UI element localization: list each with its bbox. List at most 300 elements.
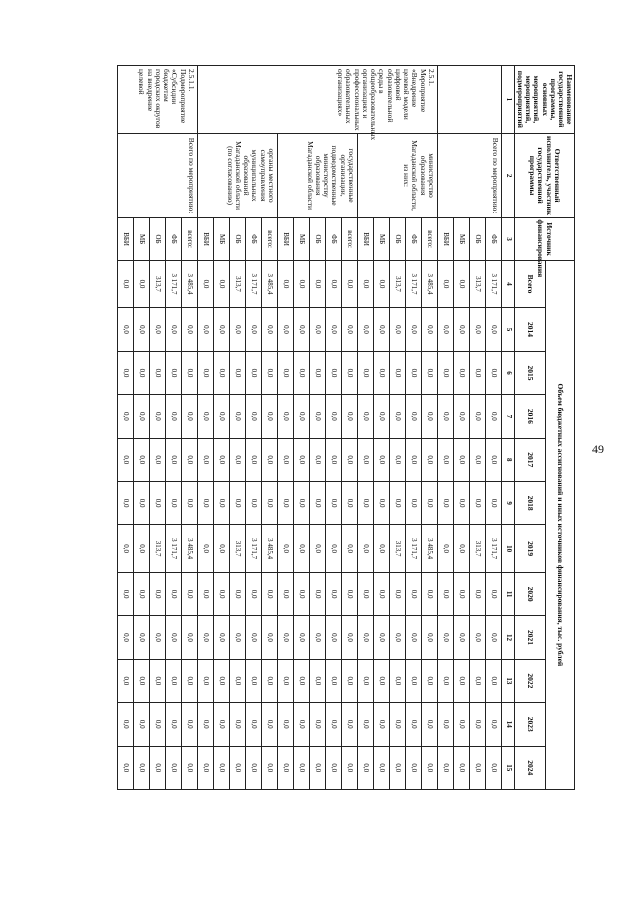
funding-source: ОБ — [150, 218, 166, 260]
responsible-executor: Всего по мероприятию: — [438, 133, 502, 218]
funding-source: ФБ — [246, 218, 262, 260]
amount-cell: 0,0 — [278, 572, 294, 615]
amount-cell: 0,0 — [390, 616, 406, 659]
funding-table — [117, 65, 575, 790]
amount-cell: 0,0 — [422, 308, 438, 351]
amount-cell: 0,0 — [310, 308, 326, 351]
amount-cell: 0,0 — [150, 659, 166, 702]
amount-cell: 0,0 — [470, 351, 486, 394]
amount-cell: 0,0 — [422, 395, 438, 438]
amount-cell: 0,0 — [358, 616, 374, 659]
header-year: 2015 — [515, 351, 546, 394]
amount-cell: 0,0 — [198, 572, 214, 615]
amount-cell: 0,0 — [294, 438, 310, 481]
amount-cell: 0,0 — [438, 351, 454, 394]
amount-cell: 0,0 — [182, 703, 198, 746]
table-row — [262, 66, 278, 790]
amount-cell: 0,0 — [422, 616, 438, 659]
activity-name: 2.5.1.1. Подмероприятие «Субсидии бюджетам городских округов на внедрение целевой — [118, 66, 198, 134]
amount-cell: 0,0 — [294, 481, 310, 524]
amount-cell: 0,0 — [230, 438, 246, 481]
table-row — [486, 66, 502, 790]
amount-cell: 3 171,7 — [246, 525, 262, 573]
amount-cell: 0,0 — [406, 659, 422, 702]
amount-cell: 0,0 — [342, 395, 358, 438]
amount-cell: 0,0 — [470, 616, 486, 659]
amount-cell: 0,0 — [198, 438, 214, 481]
column-number: 1 — [502, 66, 515, 134]
amount-cell: 0,0 — [134, 703, 150, 746]
funding-source: МБ — [134, 218, 150, 260]
amount-cell: 0,0 — [310, 481, 326, 524]
header-year: 2019 — [515, 525, 546, 573]
amount-cell: 0,0 — [486, 308, 502, 351]
amount-cell: 0,0 — [246, 659, 262, 702]
amount-cell: 0,0 — [278, 308, 294, 351]
amount-cell: 0,0 — [262, 572, 278, 615]
amount-cell: 0,0 — [134, 260, 150, 308]
amount-cell: 3 171,7 — [246, 260, 262, 308]
amount-cell: 0,0 — [294, 703, 310, 746]
amount-cell: 0,0 — [134, 351, 150, 394]
amount-cell: 0,0 — [454, 308, 470, 351]
amount-cell: 0,0 — [118, 659, 134, 702]
funding-source: ФБ — [406, 218, 422, 260]
amount-cell: 0,0 — [198, 703, 214, 746]
column-number: 13 — [502, 659, 515, 702]
amount-cell: 0,0 — [278, 616, 294, 659]
amount-cell: 3 485,4 — [262, 525, 278, 573]
column-number: 2 — [502, 133, 515, 218]
amount-cell: 0,0 — [118, 481, 134, 524]
amount-cell: 0,0 — [390, 703, 406, 746]
amount-cell: 0,0 — [486, 659, 502, 702]
header-year: 2022 — [515, 659, 546, 702]
amount-cell: 0,0 — [150, 746, 166, 790]
amount-cell: 0,0 — [230, 308, 246, 351]
table-row — [342, 66, 358, 790]
amount-cell: 0,0 — [358, 351, 374, 394]
amount-cell: 0,0 — [422, 438, 438, 481]
amount-cell: 0,0 — [278, 351, 294, 394]
table-row — [422, 66, 438, 790]
amount-cell: 0,0 — [198, 746, 214, 790]
amount-cell: 0,0 — [358, 746, 374, 790]
amount-cell: 0,0 — [406, 308, 422, 351]
header-total: Всего — [515, 260, 546, 308]
amount-cell: 0,0 — [278, 659, 294, 702]
funding-source: ОБ — [230, 218, 246, 260]
amount-cell: 0,0 — [358, 481, 374, 524]
amount-cell: 0,0 — [134, 308, 150, 351]
amount-cell: 0,0 — [230, 481, 246, 524]
amount-cell: 0,0 — [326, 746, 342, 790]
header-year: 2021 — [515, 616, 546, 659]
amount-cell: 0,0 — [118, 260, 134, 308]
amount-cell: 0,0 — [326, 572, 342, 615]
amount-cell: 0,0 — [486, 616, 502, 659]
amount-cell: 0,0 — [214, 438, 230, 481]
amount-cell: 0,0 — [438, 572, 454, 615]
amount-cell: 3 485,4 — [422, 260, 438, 308]
amount-cell: 3 171,7 — [486, 260, 502, 308]
amount-cell: 0,0 — [278, 260, 294, 308]
amount-cell: 0,0 — [182, 659, 198, 702]
amount-cell: 0,0 — [246, 438, 262, 481]
funding-source: ОБ — [470, 218, 486, 260]
amount-cell: 0,0 — [326, 616, 342, 659]
amount-cell: 0,0 — [374, 616, 390, 659]
amount-cell: 0,0 — [118, 703, 134, 746]
header-year: 2024 — [515, 746, 546, 790]
amount-cell: 0,0 — [406, 438, 422, 481]
amount-cell: 0,0 — [326, 438, 342, 481]
amount-cell: 313,7 — [230, 260, 246, 308]
amount-cell: 0,0 — [438, 438, 454, 481]
amount-cell: 0,0 — [358, 659, 374, 702]
amount-cell: 0,0 — [406, 481, 422, 524]
amount-cell: 0,0 — [182, 308, 198, 351]
funding-source: ФБ — [486, 218, 502, 260]
amount-cell: 0,0 — [470, 703, 486, 746]
amount-cell: 0,0 — [438, 616, 454, 659]
amount-cell: 0,0 — [198, 395, 214, 438]
table-row — [182, 66, 198, 790]
amount-cell: 0,0 — [294, 308, 310, 351]
amount-cell: 0,0 — [326, 260, 342, 308]
funding-source: ФБ — [326, 218, 342, 260]
amount-cell: 0,0 — [230, 659, 246, 702]
amount-cell: 0,0 — [166, 572, 182, 615]
amount-cell: 0,0 — [390, 572, 406, 615]
amount-cell: 0,0 — [278, 746, 294, 790]
amount-cell: 0,0 — [262, 746, 278, 790]
column-number: 3 — [502, 218, 515, 260]
amount-cell: 0,0 — [342, 308, 358, 351]
column-number: 11 — [502, 572, 515, 615]
amount-cell: 0,0 — [166, 659, 182, 702]
funding-source: всего: — [182, 218, 198, 260]
amount-cell: 0,0 — [246, 308, 262, 351]
funding-source: МБ — [214, 218, 230, 260]
amount-cell: 0,0 — [166, 481, 182, 524]
column-number: 9 — [502, 481, 515, 524]
amount-cell: 0,0 — [326, 351, 342, 394]
amount-cell: 0,0 — [342, 438, 358, 481]
amount-cell: 313,7 — [390, 525, 406, 573]
amount-cell: 0,0 — [406, 746, 422, 790]
amount-cell: 0,0 — [438, 659, 454, 702]
amount-cell: 0,0 — [422, 481, 438, 524]
amount-cell: 0,0 — [310, 703, 326, 746]
amount-cell: 0,0 — [374, 481, 390, 524]
amount-cell: 0,0 — [342, 746, 358, 790]
header-name: Наименование государственной программы, основных мероприятий, мероприятий, подмероприятий — [515, 66, 575, 134]
amount-cell: 0,0 — [262, 438, 278, 481]
amount-cell: 0,0 — [150, 481, 166, 524]
amount-cell: 0,0 — [374, 525, 390, 573]
funding-source: всего: — [342, 218, 358, 260]
amount-cell: 313,7 — [470, 260, 486, 308]
amount-cell: 0,0 — [294, 659, 310, 702]
amount-cell: 0,0 — [198, 308, 214, 351]
amount-cell: 0,0 — [118, 572, 134, 615]
amount-cell: 0,0 — [198, 659, 214, 702]
amount-cell: 0,0 — [374, 351, 390, 394]
amount-cell: 0,0 — [118, 395, 134, 438]
amount-cell: 0,0 — [342, 481, 358, 524]
amount-cell: 0,0 — [326, 481, 342, 524]
amount-cell: 0,0 — [310, 438, 326, 481]
amount-cell: 0,0 — [166, 395, 182, 438]
responsible-executor: государственные организации, подведомственные министерству образования Магаданской области — [278, 133, 358, 218]
amount-cell: 0,0 — [374, 703, 390, 746]
amount-cell: 0,0 — [214, 746, 230, 790]
amount-cell: 0,0 — [310, 659, 326, 702]
amount-cell: 0,0 — [374, 395, 390, 438]
amount-cell: 0,0 — [326, 659, 342, 702]
amount-cell: 0,0 — [358, 703, 374, 746]
amount-cell: 0,0 — [246, 703, 262, 746]
column-number: 4 — [502, 260, 515, 308]
amount-cell: 0,0 — [278, 438, 294, 481]
responsible-executor: Всего по мероприятию: — [118, 133, 198, 218]
amount-cell: 0,0 — [454, 260, 470, 308]
amount-cell: 0,0 — [310, 260, 326, 308]
funding-source: ФБ — [166, 218, 182, 260]
amount-cell: 0,0 — [326, 525, 342, 573]
amount-cell: 0,0 — [294, 351, 310, 394]
amount-cell: 0,0 — [454, 351, 470, 394]
amount-cell: 0,0 — [246, 746, 262, 790]
amount-cell: 0,0 — [454, 572, 470, 615]
amount-cell: 0,0 — [150, 616, 166, 659]
amount-cell: 0,0 — [246, 395, 262, 438]
header-year: 2018 — [515, 481, 546, 524]
funding-source: ВБИ — [278, 218, 294, 260]
amount-cell: 0,0 — [214, 395, 230, 438]
amount-cell: 0,0 — [310, 351, 326, 394]
amount-cell: 0,0 — [278, 481, 294, 524]
amount-cell: 0,0 — [262, 703, 278, 746]
amount-cell: 0,0 — [262, 351, 278, 394]
amount-cell: 0,0 — [406, 703, 422, 746]
amount-cell: 0,0 — [390, 746, 406, 790]
amount-cell: 0,0 — [118, 308, 134, 351]
amount-cell: 0,0 — [486, 572, 502, 615]
amount-cell: 0,0 — [166, 703, 182, 746]
header-year: 2014 — [515, 308, 546, 351]
amount-cell: 0,0 — [422, 746, 438, 790]
amount-cell: 0,0 — [438, 395, 454, 438]
funding-source: МБ — [374, 218, 390, 260]
amount-cell: 0,0 — [310, 525, 326, 573]
amount-cell: 0,0 — [246, 572, 262, 615]
funding-source: ОБ — [310, 218, 326, 260]
amount-cell: 0,0 — [262, 659, 278, 702]
responsible-executor: министерство образования Магаданской области, из них: — [358, 133, 438, 218]
amount-cell: 0,0 — [470, 308, 486, 351]
amount-cell: 0,0 — [246, 351, 262, 394]
amount-cell: 0,0 — [118, 438, 134, 481]
amount-cell: 0,0 — [134, 525, 150, 573]
header-year: 2017 — [515, 438, 546, 481]
funding-source: всего: — [262, 218, 278, 260]
amount-cell: 0,0 — [358, 572, 374, 615]
amount-cell: 0,0 — [422, 659, 438, 702]
amount-cell: 0,0 — [230, 616, 246, 659]
amount-cell: 0,0 — [406, 395, 422, 438]
amount-cell: 0,0 — [262, 616, 278, 659]
amount-cell: 0,0 — [454, 616, 470, 659]
amount-cell: 0,0 — [294, 616, 310, 659]
amount-cell: 0,0 — [422, 351, 438, 394]
page-number: 49 — [592, 442, 604, 456]
column-number: 15 — [502, 746, 515, 790]
amount-cell: 0,0 — [166, 351, 182, 394]
amount-cell: 0,0 — [438, 308, 454, 351]
amount-cell: 0,0 — [230, 746, 246, 790]
amount-cell: 0,0 — [294, 746, 310, 790]
amount-cell: 0,0 — [358, 525, 374, 573]
amount-cell: 0,0 — [454, 438, 470, 481]
funding-source: ВБИ — [198, 218, 214, 260]
amount-cell: 0,0 — [294, 395, 310, 438]
amount-cell: 0,0 — [198, 525, 214, 573]
amount-cell: 0,0 — [198, 260, 214, 308]
amount-cell: 0,0 — [454, 525, 470, 573]
amount-cell: 0,0 — [214, 616, 230, 659]
funding-source: МБ — [294, 218, 310, 260]
amount-cell: 0,0 — [390, 308, 406, 351]
amount-cell: 3 171,7 — [406, 260, 422, 308]
amount-cell: 313,7 — [150, 525, 166, 573]
amount-cell: 0,0 — [390, 481, 406, 524]
amount-cell: 3 485,4 — [262, 260, 278, 308]
amount-cell: 0,0 — [182, 746, 198, 790]
amount-cell: 313,7 — [150, 260, 166, 308]
amount-cell: 0,0 — [166, 438, 182, 481]
amount-cell: 0,0 — [454, 395, 470, 438]
amount-cell: 0,0 — [342, 351, 358, 394]
amount-cell: 0,0 — [214, 260, 230, 308]
amount-cell: 0,0 — [198, 481, 214, 524]
amount-cell: 0,0 — [374, 308, 390, 351]
amount-cell: 0,0 — [118, 616, 134, 659]
amount-cell: 0,0 — [182, 616, 198, 659]
amount-cell: 0,0 — [182, 481, 198, 524]
amount-cell: 0,0 — [198, 616, 214, 659]
amount-cell: 0,0 — [294, 260, 310, 308]
amount-cell: 0,0 — [422, 572, 438, 615]
amount-cell: 0,0 — [166, 616, 182, 659]
amount-cell: 0,0 — [422, 703, 438, 746]
amount-cell: 0,0 — [118, 746, 134, 790]
header-year: 2020 — [515, 572, 546, 615]
amount-cell: 0,0 — [230, 703, 246, 746]
header-year: 2016 — [515, 395, 546, 438]
amount-cell: 0,0 — [182, 438, 198, 481]
amount-cell: 0,0 — [262, 308, 278, 351]
amount-cell: 0,0 — [470, 572, 486, 615]
amount-cell: 0,0 — [246, 616, 262, 659]
header-year: 2023 — [515, 703, 546, 746]
amount-cell: 0,0 — [454, 703, 470, 746]
amount-cell: 3 171,7 — [406, 525, 422, 573]
amount-cell: 313,7 — [230, 525, 246, 573]
amount-cell: 0,0 — [390, 438, 406, 481]
amount-cell: 0,0 — [134, 659, 150, 702]
amount-cell: 3 171,7 — [166, 525, 182, 573]
amount-cell: 0,0 — [358, 438, 374, 481]
amount-cell: 0,0 — [358, 395, 374, 438]
amount-cell: 0,0 — [486, 351, 502, 394]
amount-cell: 0,0 — [454, 746, 470, 790]
amount-cell: 0,0 — [342, 572, 358, 615]
amount-cell: 0,0 — [406, 572, 422, 615]
amount-cell: 3 485,4 — [182, 525, 198, 573]
amount-cell: 0,0 — [470, 481, 486, 524]
amount-cell: 0,0 — [134, 616, 150, 659]
amount-cell: 0,0 — [310, 616, 326, 659]
amount-cell: 3 171,7 — [166, 260, 182, 308]
column-number: 12 — [502, 616, 515, 659]
amount-cell: 0,0 — [374, 746, 390, 790]
amount-cell: 0,0 — [278, 395, 294, 438]
amount-cell: 0,0 — [486, 746, 502, 790]
amount-cell: 0,0 — [214, 351, 230, 394]
amount-cell: 0,0 — [214, 308, 230, 351]
funding-source: МБ — [454, 218, 470, 260]
amount-cell: 0,0 — [230, 395, 246, 438]
amount-cell: 0,0 — [326, 308, 342, 351]
amount-cell: 0,0 — [374, 438, 390, 481]
amount-cell: 0,0 — [118, 351, 134, 394]
amount-cell: 0,0 — [406, 351, 422, 394]
amount-cell: 0,0 — [326, 395, 342, 438]
amount-cell: 0,0 — [470, 659, 486, 702]
amount-cell: 0,0 — [150, 438, 166, 481]
responsible-executor: органы местного самоуправления муниципальных образований Магаданской области (по согласованию) — [198, 133, 278, 218]
column-number: 14 — [502, 703, 515, 746]
amount-cell: 0,0 — [342, 525, 358, 573]
amount-cell: 0,0 — [134, 438, 150, 481]
amount-cell: 0,0 — [278, 703, 294, 746]
amount-cell: 0,0 — [278, 525, 294, 573]
amount-cell: 0,0 — [214, 572, 230, 615]
amount-cell: 0,0 — [374, 659, 390, 702]
amount-cell: 0,0 — [470, 395, 486, 438]
amount-cell: 0,0 — [214, 659, 230, 702]
amount-cell: 3 485,4 — [422, 525, 438, 573]
funding-source: всего: — [422, 218, 438, 260]
amount-cell: 313,7 — [390, 260, 406, 308]
amount-cell: 0,0 — [166, 308, 182, 351]
amount-cell: 0,0 — [182, 572, 198, 615]
amount-cell: 0,0 — [214, 703, 230, 746]
amount-cell: 0,0 — [470, 746, 486, 790]
header-source: Источник финансирования — [515, 218, 575, 260]
amount-cell: 0,0 — [486, 481, 502, 524]
amount-cell: 0,0 — [214, 525, 230, 573]
column-number: 7 — [502, 395, 515, 438]
amount-cell: 0,0 — [262, 481, 278, 524]
amount-cell: 3 171,7 — [486, 525, 502, 573]
amount-cell: 0,0 — [134, 481, 150, 524]
amount-cell: 0,0 — [150, 395, 166, 438]
amount-cell: 0,0 — [390, 659, 406, 702]
funding-source: ВБИ — [118, 218, 134, 260]
